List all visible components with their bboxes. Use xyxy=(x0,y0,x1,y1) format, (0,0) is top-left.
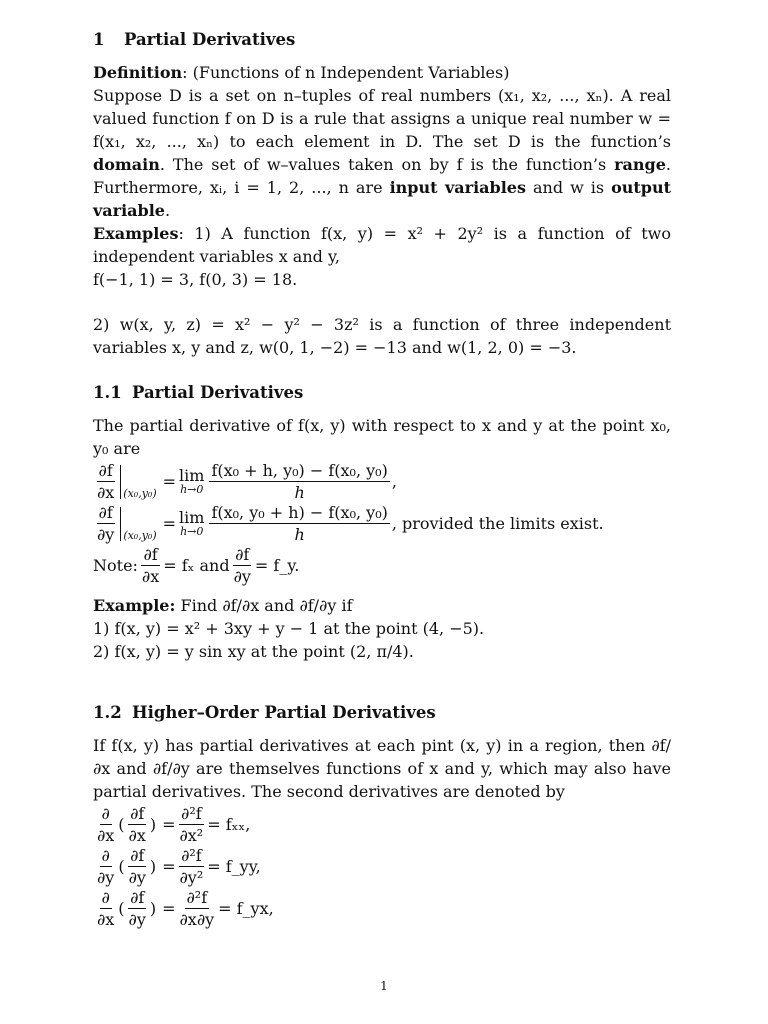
example-2-text: 2) w(x, y, z) = x² − y² − 3z² is a function of three independent variables x, y and z, w(0, 1, −2) = −13 and w(1, 2, 0) = −3. xyxy=(93,315,671,357)
definition-heading xyxy=(93,61,671,84)
subsection-number: 1.1 xyxy=(93,383,122,402)
definition-heading-rest: : (Functions of n Independent Variables) xyxy=(182,63,510,82)
domain-term: domain xyxy=(93,155,160,174)
second-derivative-yy: $\frac{\partial}{\partial y}$ ( $\frac{\partial f}{\partial y}$ ) = $\frac{\text{∂²f}}{\text{∂y²}}$ = f_yy, xyxy=(97,845,261,887)
definition-text-e: . xyxy=(164,201,171,220)
example-item-1: 1) f(x, y) = x² + 3xy + y − 1 at the point (4, −5). xyxy=(93,619,485,638)
partial-intro: The partial derivative of f(x, y) with respect to x and y at the point x₀, y₀ are xyxy=(93,416,671,458)
subsection-heading-1-2 xyxy=(93,701,671,724)
examples-label: Examples xyxy=(93,224,179,243)
example-heading: Example: Find ∂f/∂x and ∂f/∂y if xyxy=(93,596,353,615)
limit-operator: lim h→0 xyxy=(179,466,205,496)
section-number: 1 xyxy=(93,30,105,49)
higher-intro: If f(x, y) has partial derivatives at each pint (x, y) in a region, then ∂f/∂x and ∂f/∂y are themselves functions of x and y, which may also have partial derivatives. The second derivatives are denoted by xyxy=(93,736,671,801)
note-line: Note: $\frac{\partial f}{\partial x}$ = fₓ and $\frac{\partial f}{\partial y}$ = f_y. xyxy=(93,544,300,586)
subsection-heading-1-1 xyxy=(93,381,671,404)
subsection-title: Higher–Order Partial Derivatives xyxy=(132,703,436,722)
dfdy-fraction: $\frac{\partial f}{\partial y}$ xyxy=(97,502,115,544)
partial-y-equation: $\frac{\partial f}{\partial y}$ (x₀,y₀) = lim h→0 $\frac{\text{f(x₀, y₀ + h) − f(x₀, y₀)}}{h}$ , provided the limits exist. xyxy=(97,502,604,544)
limit-operator: lim h→0 xyxy=(179,508,205,538)
partial-x-equation: $\frac{\partial f}{\partial x}$ (x₀,y₀) = lim h→0 $\frac{\text{f(x₀ + h, y₀) − f(x₀, y₀)}}{h}$ , xyxy=(97,460,397,502)
output-variable-term: output variable xyxy=(93,178,672,220)
dfdx-fraction: $\frac{\partial f}{\partial x}$ xyxy=(97,460,115,502)
subsection-number: 1.2 xyxy=(93,703,122,722)
example-1-values: f(−1, 1) = 3, f(0, 3) = 18. xyxy=(93,270,298,289)
difference-quotient-y: $\frac{\text{f(x₀, y₀ + h) − f(x₀, y₀)}}{h}$ xyxy=(211,502,388,544)
examples-paragraph xyxy=(93,222,671,268)
evaluation-bar: (x₀,y₀) xyxy=(118,505,156,541)
difference-quotient-x: $\frac{\text{f(x₀ + h, y₀) − f(x₀, y₀)}}{h}$ xyxy=(211,460,388,502)
definition-paragraph xyxy=(93,84,671,222)
example-label: Example: xyxy=(93,596,176,615)
example-item-2: 2) f(x, y) = y sin xy at the point (2, π/4). xyxy=(93,642,414,661)
example-1-text: : 1) A function f(x, y) = x² + 2y² is a function of two independent variables x and y, xyxy=(93,224,671,266)
definition-label: Definition xyxy=(93,63,183,82)
definition-text-c: . Furthermore, xᵢ, i = 1, 2, ..., n are xyxy=(93,155,671,197)
definition-text-d: and w is xyxy=(526,178,612,197)
section-heading xyxy=(93,28,671,51)
input-variables-term: input variables xyxy=(389,178,526,197)
evaluation-bar: (x₀,y₀) xyxy=(118,463,156,499)
definition-text-a: Suppose D is a set on n–tuples of real numbers (x₁, x₂, ..., xₙ). A real valued function f on D is a rule that assigns a unique real number w = f(x₁, x₂, ..., xₙ) to each element in D. The set D is the function’s xyxy=(93,86,671,151)
document-page xyxy=(93,28,671,929)
section-title: Partial Derivatives xyxy=(124,30,296,49)
second-derivative-yx: $\frac{\partial}{\partial x}$ ( $\frac{\partial f}{\partial y}$ ) = $\frac{\text{∂²f}}{\partial x\partial y}$ = f_yx, xyxy=(97,887,274,929)
page-number: 1 xyxy=(380,979,388,993)
subsection-title: Partial Derivatives xyxy=(132,383,304,402)
second-derivative-xx: $\frac{\partial}{\partial x}$ ( $\frac{\partial f}{\partial x}$ ) = $\frac{\text{∂²f}}{\text{∂x²}}$ = fₓₓ, xyxy=(97,803,251,845)
definition-text-b: . The set of w–values taken on by f is the function’s xyxy=(159,155,615,174)
range-term: range xyxy=(614,155,666,174)
